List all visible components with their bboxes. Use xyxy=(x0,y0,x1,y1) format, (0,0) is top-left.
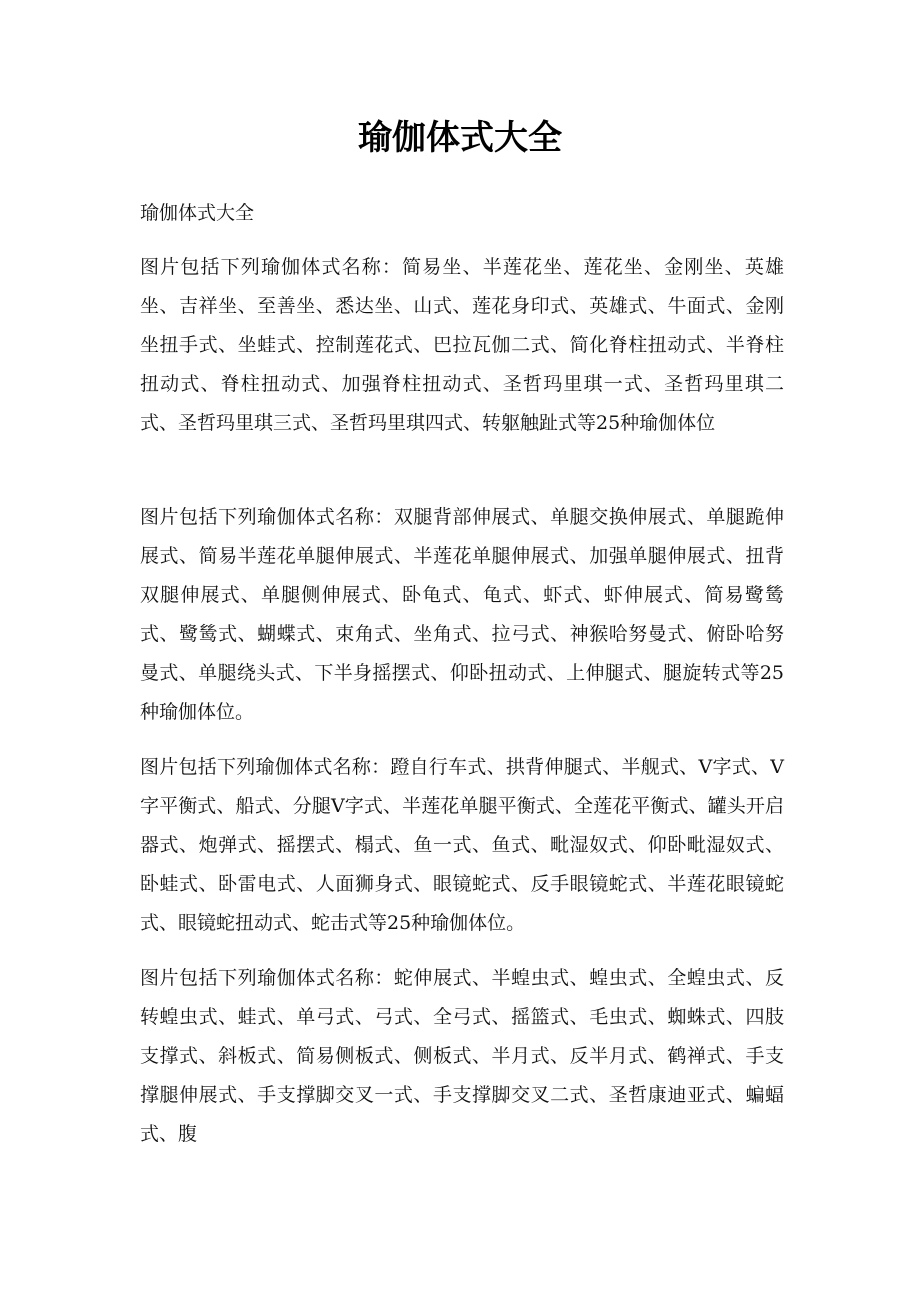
paragraph-3: 图片包括下列瑜伽体式名称：蹬自行车式、拱背伸腿式、半舰式、V字式、V字平衡式、船式、分腿V字式、半莲花单腿平衡式、全莲花平衡式、罐头开启器式、炮弹式、摇摆式、榻式、鱼一式、鱼式、毗湿奴式、仰卧毗湿奴式、卧蛙式、卧雷电式、人面狮身式、眼镜蛇式、反手眼镜蛇式、半莲花眼镜蛇式、眼镜蛇扭动式、蛇击式等25种瑜伽体位。 xyxy=(140,756,784,934)
document-subtitle: 瑜伽体式大全 xyxy=(140,202,255,224)
paragraph-4: 图片包括下列瑜伽体式名称：蛇伸展式、半蝗虫式、蝗虫式、全蝗虫式、反转蝗虫式、蛙式、单弓式、弓式、全弓式、摇篮式、毛虫式、蜘蛛式、四肢支撑式、斜板式、简易侧板式、侧板式、半月式、反半月式、鹤禅式、手支撑腿伸展式、手支撑脚交叉一式、手支撑脚交叉二式、圣哲康迪亚式、蝙蝠式、腹 xyxy=(140,967,784,1145)
page-title: 瑜伽体式大全 xyxy=(358,118,562,158)
paragraph-2: 图片包括下列瑜伽体式名称：双腿背部伸展式、单腿交换伸展式、单腿跪伸展式、简易半莲花单腿伸展式、半莲花单腿伸展式、加强单腿伸展式、扭背双腿伸展式、单腿侧伸展式、卧龟式、龟式、虾式、虾伸展式、简易鹭鸶式、鹭鸶式、蝴蝶式、束角式、坐角式、拉弓式、神猴哈努曼式、俯卧哈努曼式、单腿绕头式、下半身摇摆式、仰卧扭动式、上伸腿式、腿旋转式等25种瑜伽体位。 xyxy=(140,506,784,723)
paragraph-1: 图片包括下列瑜伽体式名称：简易坐、半莲花坐、莲花坐、金刚坐、英雄坐、吉祥坐、至善坐、悉达坐、山式、莲花身印式、英雄式、牛面式、金刚坐扭手式、坐蛙式、控制莲花式、巴拉瓦伽二式、简化脊柱扭动式、半脊柱扭动式、脊柱扭动式、加强脊柱扭动式、圣哲玛里琪一式、圣哲玛里琪二式、圣哲玛里琪三式、圣哲玛里琪四式、转躯触趾式等25种瑜伽体位 xyxy=(140,256,784,434)
